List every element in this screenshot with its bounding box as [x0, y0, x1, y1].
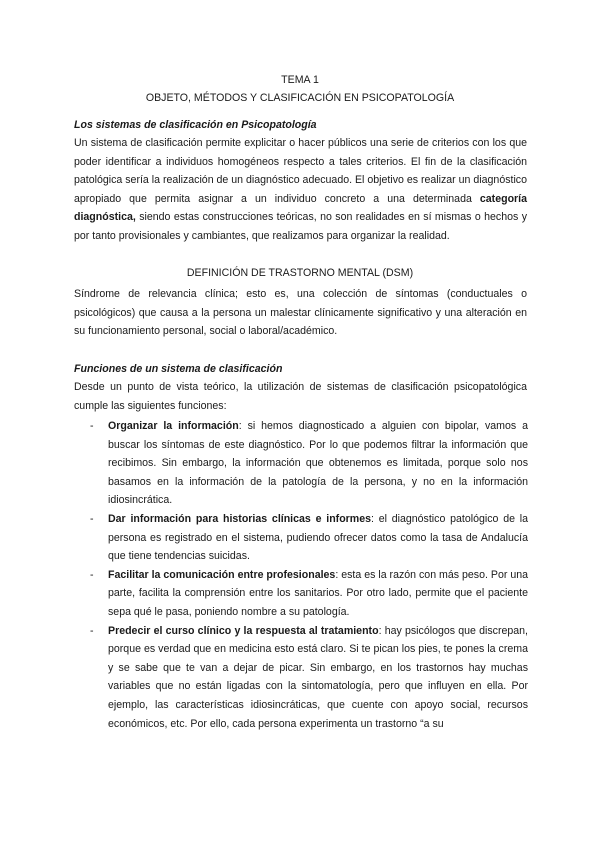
topic-number: TEMA 1	[281, 74, 319, 86]
list-item-text: : esta es la razón con más peso. Por una parte, facilita la comprensión entre los sanitarios. Por otro lado, permite que el paciente sepa qué le pasa, poniendo nombre a su patología.	[108, 568, 529, 618]
list-dash: -	[90, 568, 94, 581]
section-heading-functions: Funciones de un sistema de clasificación	[74, 363, 283, 375]
classification-paragraph	[74, 134, 527, 246]
definition-paragraph: Síndrome de relevancia clínica; esto es, una colección de síntomas (conductuales o psicológicos) que causa a la persona un malestar clínicamente significativo y una alteración en su funcionamiento personal, social o laboral/académico.	[74, 288, 527, 338]
list-item-title: Dar información para historias clínicas e informes	[108, 512, 371, 525]
list-item-title: Predecir el curso clínico y la respuesta al tratamiento	[108, 624, 379, 637]
section-heading-classification-systems: Los sistemas de clasificación en Psicopatología	[74, 119, 317, 131]
classification-text-start: Un sistema de clasificación permite explicitar o hacer públicos una serie de criterios con los que poder identificar a individuos homogéneos respecto a tales criterios. El fin de la clasificación patológica sería la realización de un diagnóstico adecuado. El objetivo es realizar un diagnóstico apropiado que permita asignar a un individuo concreto a una determinada	[74, 137, 527, 205]
list-dash: -	[90, 420, 94, 432]
diagnostic-category-term: categoría diagnóstica,	[74, 192, 527, 224]
list-item	[74, 622, 528, 734]
list-dash: -	[90, 624, 94, 637]
list-item-text: : el diagnóstico patológico de la persona es registrado en el sistema, pudiendo ofrecer datos como la tasa de Andalucía que tiene tendencias suicidas.	[108, 512, 529, 563]
page-title: OBJETO, MÉTODOS Y CLASIFICACIÓN EN PSICOPATOLOGÍA	[145, 92, 455, 104]
functions-list	[74, 417, 528, 733]
list-item-title: Organizar la información	[108, 420, 239, 432]
functions-intro-paragraph: Desde un punto de vista teórico, la utilización de sistemas de clasificación psicopatológica cumple las siguientes funciones:	[74, 381, 527, 412]
list-item	[74, 566, 528, 622]
list-item	[74, 417, 528, 510]
classification-text-end: siendo estas construcciones teóricas, no son realidades en sí mismas o hechos y por tanto provisionales y cambiantes, que realizamos para organizar la realidad.	[74, 211, 527, 242]
list-item	[74, 510, 528, 566]
list-item-text: : hay psicólogos que discrepan, porque es verdad que en medicina esto está claro. Si te pican los pies, te pones la crema y se sabe que te van a dejar de picar. Sin embargo, en los trastornos hay muchas variables que no están ligadas con la sintomatología, pero que influyen en ella. Por ejemplo, las características idiosincráticas, que cuente con apoyo social, recursos económicos, etc. Por ello, cada persona experimenta un trastorno “a su	[108, 624, 528, 730]
definition-heading: DEFINICIÓN DE TRASTORNO MENTAL (DSM)	[186, 267, 414, 279]
list-item-text: : si hemos diagnosticado a alguien con bipolar, vamos a buscar los síntomas de este diagnóstico. Por lo que podemos filtrar la información que recibimos. Sin embargo, la información que obtenemos es limitada, porque solo nos basamos en la información de la patología de la persona, y no en la información idiosincrática.	[108, 420, 528, 507]
list-item-title: Facilitar la comunicación entre profesionales	[108, 568, 336, 581]
list-dash: -	[90, 512, 94, 525]
